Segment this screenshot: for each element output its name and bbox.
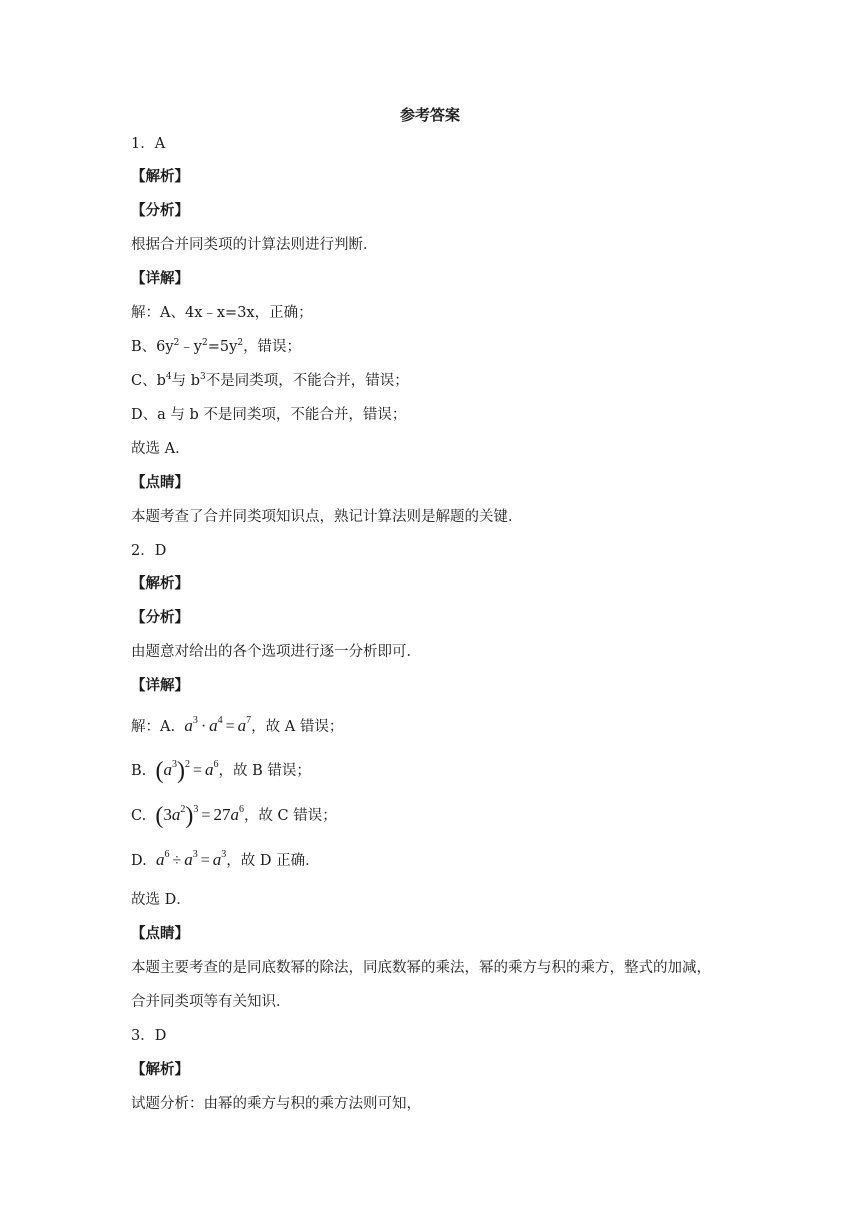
q3-number: 3．D [131,1028,167,1044]
q2-fenxi-label: 【分析】 [131,610,189,626]
formula-c: $(3a^2)^3 = 27a^6$ [155,803,244,829]
q2-option-a: 解：A. $a^3 \cdot a^4 = a^7$，故 A 错误； [131,715,344,735]
formula-d: $a^6 \div a^3 = a^3$ [155,849,227,869]
q2-option-c: C. $(3a^2)^3 = 27a^6$，故 C 错误； [131,803,337,829]
q1-jiexi-label: 【解析】 [131,169,189,185]
q1-fenxi-label: 【分析】 [131,203,189,219]
q1-option-b: B、$6y^2﹣y^2=5y^2$，错误； [131,338,302,355]
q2-dianjing-text-2: 合并同类项等有关知识． [131,994,291,1010]
q1-dianjing-label: 【点睛】 [131,475,189,491]
q2-xiangjie-label: 【详解】 [131,678,189,694]
q1-number: 1．A [131,136,166,152]
q3-jiexi-label: 【解析】 [131,1062,189,1078]
q1-fenxi-text: 根据合并同类项的计算法则进行判断． [131,237,378,253]
q1-option-a: 解：A、4x﹣x=3x，正确； [131,305,313,321]
q2-number: 2．D [131,543,167,559]
q1-conclusion: 故选 A． [131,441,190,457]
q2-dianjing-label: 【点睛】 [131,926,189,942]
formula-b: $(a^3)^2 = a^6$ [155,758,219,784]
q2-conclusion: 故选 D． [131,892,191,908]
q1-option-d: D、a 与 b 不是同类项，不能合并，错误； [131,407,407,423]
q3-text: 试题分析：由幂的乘方与积的乘方法则可知， [131,1096,421,1112]
q1-xiangjie-label: 【详解】 [131,271,189,287]
q2-option-d: D. $a^6 \div a^3 = a^3$，故 D 正确． [131,849,320,869]
q1-dianjing-text: 本题考查了合并同类项知识点，熟记计算法则是解题的关键． [131,509,523,525]
q2-option-b: B. $(a^3)^2 = a^6$，故 B 错误； [131,758,311,784]
page-title: 参考答案 [399,106,460,124]
q1-option-c: C、$b^4$与 $b^3$不是同类项，不能合并，错误； [131,372,409,389]
q2-fenxi-text: 由题意对给出的各个选项进行逐一分析即可． [131,644,421,660]
q2-jiexi-label: 【解析】 [131,576,189,592]
formula-a: $a^3 \cdot a^4 = a^7$ [184,715,252,735]
q2-dianjing-text-1: 本题主要考查的是同底数幂的除法，同底数幂的乘法，幂的乘方与积的乘方，整式的加减， [131,960,711,976]
